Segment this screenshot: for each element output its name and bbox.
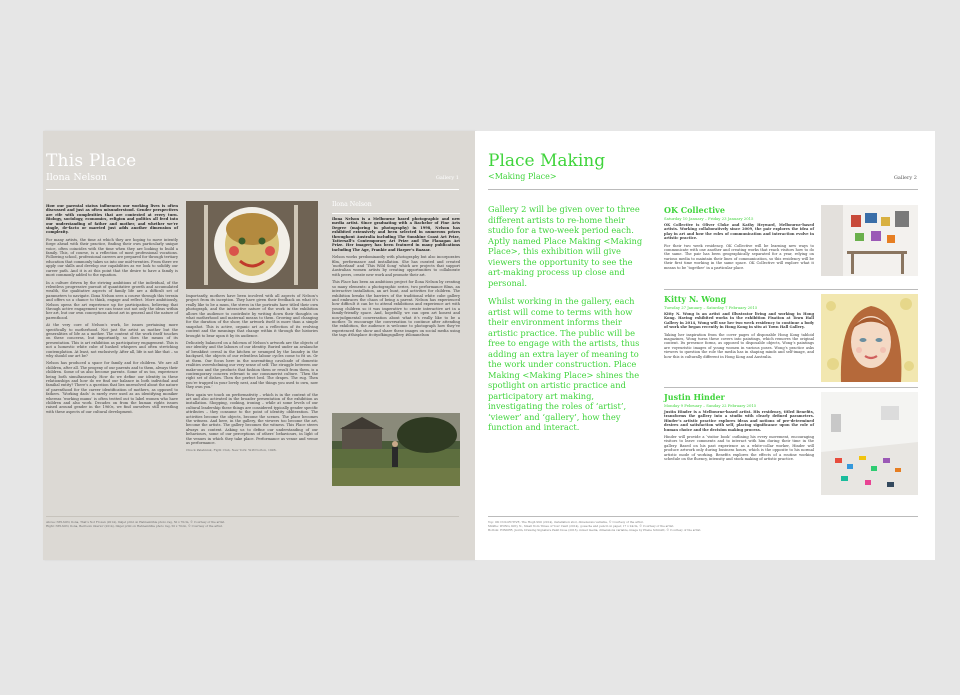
- artist-dates: Saturday 10 January – Friday 23 January 2015: [664, 216, 754, 221]
- artist-description: [664, 223, 814, 273]
- artist-divider: [664, 387, 918, 388]
- illustrated-portrait-image: [821, 294, 918, 382]
- magazine-spread: [43, 131, 935, 560]
- gallery-floor-graphic: [821, 392, 918, 495]
- essay-lead: How our parental status influences our working lives is often discussed and just as often misunderstood. Gender perspectives are rife with complexities that are contested at every turn. Biology, sociology, economics, religion and politics all feed into our understanding of father and mother, and whether we’re single, de-facto or married just adds another dimension of complexity.: [46, 204, 178, 235]
- essay-column-2: [186, 294, 318, 456]
- bio-heading: Ilona Nelson: [332, 201, 372, 208]
- garden-portrait-graphic: [332, 413, 460, 486]
- footnote: Chuck Palahniuk, Fight Club, New York: W.W.Norton, 1996.: [186, 448, 277, 453]
- page-subtitle-making-place: <Making Place>: [488, 172, 557, 181]
- artist-lead: Kitty N. Wong is an artist and illustrator living and working in Hong Kong. Having exhibited works in the exhibition Fixation at Town Hall Gallery in 2014, Wong will use her two week residency to continue a body of work she began recently in Hong Kong in situ at Town Hall Gallery.: [664, 312, 814, 330]
- food-portrait-image: [186, 201, 318, 289]
- bio-lead: Ilona Nelson is a Melbourne based photographic and new media artist. Since graduating with a Bachelor of Fine Arts Degree (majoring in photography) in 1998, Nelson has exhibited extensively and been selected in numerous prizes throughout Australia including The Sunshine Coast Art Prize, Tattersall’s Contemporary Art Prize and The Flanagan Art Prize. Her imagery has been featured in many publications including The Age, Frankie and Harper’s Bazaar.: [332, 217, 460, 252]
- artist-lead: Justin Hinder is a Melbourne-based artist. His residency, titled Benefits, transforms the gallery into a studio with clearly defined parameters. Hinder’s artistic practice explores ideas and notions of pre-determined desires and satisfaction with self, placing significance upon the role of human choice and the decision making process.: [664, 410, 814, 432]
- portrait-graphic: [821, 294, 918, 382]
- essay-paragraph: Delicately balanced on a fulcrum of Nelson’s artwork are the objects of our identity and the labours of our identity. Buried under an avalanche of breakfast cereal in the kitchen or swamped by the laundry in the backyard, the objects of our relentless labour cycles come to fit us. Or at them. Our focus here in the unremitting cavalcade of domestic realities overwhelming our very sense of self. The struggle between our make-ons and the products that fashion them or result from them, is a contemporary concern relevant to our consumerist culture. ‘Then the right set of dishes. Then the perfect bed. The drapes. The rug. Then you’re trapped in your lovely nest, and the things you used to own, now they own you.’: [186, 341, 318, 390]
- artist-lead: OK Collective is Oliver Cloke and Kathy Heyward, Melbourne-based artists. Working collaboratively since 2009, the pair explores the idea of play in art and how the roles of communication and interaction evolve in artistic practice.: [664, 223, 814, 241]
- artist-body: Hinder will provide a ‘visitor book’ outlining his every movement, encouraging visitors to leave comments and to interact with him during their time in the gallery. Based on his past experience as a white-collar worker, Hinder will produce artwork only during business hours, which is the opposite to his normal artistic mode of working. Benefits explores the effects of a routine working schedule on the fluency, intensity and stock making of artistic practice.: [664, 435, 814, 462]
- intro-paragraph: Gallery 2 will be given over to three different artists to re-home their studio for a two-week period each. Aptly named Place Making <Making Place>, this exhibition will give viewers the opportunity to see the art-making process up close and personal.: [488, 204, 643, 288]
- essay-paragraph: Nelson has produced a space for family and for children. We are all children, after all. The progeny of our parents and to them, always their children. Some of us also become parents. Some of us too, experience being both simultaneously. How do we define our identity in these relationships and how do we find our balance in both individual and familial entity? There’s a question that lies unresolved about the nature of parenthood for the career identification of mothers, as opposed to fathers. ‘Working dads’ is rarely ever used as an identifying moniker whereas ‘working mums’ is often trotted out to label women who have children and also work. Decades on from the human rights issues raised around gender in the 1960s, we find ourselves still wrestling with these aspects of our cultural development.: [46, 361, 178, 414]
- caption-line: Bottom: HINDER, Justin, Drawing Signature Paint Dose (2013), mixed media, dimensions variable, image by Phebe Schmidt, © Courtesy of the artist.: [488, 528, 702, 533]
- image-captions: [488, 520, 918, 533]
- page-title-place-making: Place Making: [488, 151, 606, 171]
- caption-line: Above: NELSON, Ilona, That’s Not Frozen (2014), Inkjet print on Hahnemühle photo rag, 50 x 70cm, © Courtesy of the artist.: [46, 520, 226, 524]
- studio-graphic: [821, 205, 918, 276]
- page-subtitle-artist: Ilona Nelson: [46, 172, 107, 183]
- essay-paragraph: At the very core of Nelson’s work, lie issues pertaining more specifically to motherhood. Not just the artist as mother but the generalities of life as a mother. The content of the work itself touches on these concerns, but importantly, so does the means of its presentation. This is art exhibition as participatory engagement. This is not a homestic white cube of hushed whispers and often stretching contemplation. At least, not exclusively. After all, life is not like that – so why should our art be?: [46, 323, 178, 358]
- caption-line: Right: NELSON, Ilona, Bedroom interior (2014), Inkjet print on Hahnemühle photo rag, 50 x 70cm, © Courtesy of the artist.: [46, 524, 223, 529]
- artist-name-ok-collective: OK Collective: [664, 205, 725, 215]
- studio-installation-image: [821, 205, 918, 276]
- artist-body: For their two week residency, OK Collective will be learning new ways to communicate with one another and creating works that reach visitors how to do the same. The pair has been geographically separated for a year, relying on various media to maintain their lines of communication, so this residency will be their first time working in the same space. OK Collective will explore what it means to be ‘together’ in a particular place.: [664, 243, 814, 270]
- bio-column: [332, 217, 460, 341]
- caption-rule: [488, 516, 918, 517]
- header-rule: [488, 189, 918, 190]
- image-captions: [46, 520, 306, 528]
- artist-name-justin-hinder: Justin Hinder: [664, 392, 725, 402]
- artist-dates: Tuesday 27 January – Saturday 7 February 2015: [664, 305, 758, 310]
- artist-body: Taking her inspiration from the cover pages of disposable Hong Kong tabloid magazines, Wong turns these covers into paintings, which removes the original content. Its presence forms, as opposed to disposable objects, Wong’s paintings are voyeuristic images of young women in various poses. Wong’s practice asks viewers to question the role the media has in shaping minds and self-image, and how this is culturally different in Hong Kong and Australia.: [664, 332, 814, 359]
- header-rule: [46, 189, 459, 190]
- caption-line: Middle: WONG, Kitty N., Small from Times of Your Caufi (2014), gouache and pencil on paper, 17 x 24cm, © Courtesy of the artist.: [488, 524, 675, 529]
- intro-column: [488, 204, 650, 441]
- artist-description: [664, 312, 814, 362]
- essay-paragraph: In a culture driven by the striving ambitions of the individual, of the relentless progressive pursuit of quantitative growth and accumulated wealth, the qualitative aspects of family life are a difficult set of parameters to navigate. Ilona Nelson sees a course through this terrain and offers us a chance to think, engage and reflect. More ambitiously, Nelson opens the art experience up for participation, believing that through active engagement we can tease out not only the ideas within her art, but our own conceptions about art in general and the nature of parenthood.: [46, 280, 178, 320]
- essay-paragraph: How again we touch on performativity – which is in the content of the art and also activated in the broader presentation of the exhibition as installation. Shopping, cooking, ironing – while at some levels of our cultural leadership these things are considered typically gender specific attributes – they consume to the point of identity obliteration. The activities become the objects, become the scenes. The place becomes the witness. And here, in the gallery, the viewers too become the art, become the artists. The gallery becomes the witness. This Place steers always as context. Asking us to define our understanding of our behaviours, some of our perceptions of others’ behaviours, in light of the venues in which they take place. Performance as venue and venue as performance.: [186, 392, 318, 445]
- right-page: [475, 131, 935, 560]
- bio-paragraph: Nelson works predominantly with photography but also incorporates film, performance and installation. She has curated and created ‘motherland’ and ‘This Wild Song’ which are projects that support Australian women artists by creating opportunities to collaborate with peers, create new work and promote their art.: [332, 255, 460, 277]
- artist-description: [664, 410, 814, 464]
- caption-line: Top: OK COLLECTIVE, The Hugh Still (2014), installation shot, dimensions variable, © Courtesy of the artist.: [488, 520, 644, 524]
- intro-paragraph: Whilst working in the gallery, each artist will come to terms with how their environment informs their artistic practice. The public will be free to engage with the artists, thus adding an extra layer of meaning to the work under construction. Place Making <Making Place> shines the spotlight on artistic practice and participatory art making, investigating the roles of ‘artist’, ‘viewer’ and ‘gallery’, how they function and interact.: [488, 296, 640, 432]
- page-title-this-place: This Place: [46, 151, 137, 171]
- gallery-label: Gallery 1: [435, 175, 459, 181]
- artist-divider: [664, 289, 918, 290]
- caption-rule: [46, 516, 459, 517]
- garden-portrait-image: [332, 413, 460, 486]
- artist-name-kitty-wong: Kitty N. Wong: [664, 294, 727, 304]
- bio-rule: [332, 213, 460, 214]
- essay-paragraph: Importantly, mothers have been involved with all aspects of Nelson’s project from its inception. They have given their feedback on what it’s really like to be a mum, the stress in the portraits have titled their own photograph, and the interactive nature of the work in the exhibition allows the audience to contribute by writing down their thoughts on what motherhood and maternal means to them. Growing and changing for the duration of the show, the artwork itself is more than a simple snapshot. This is active, organic art as a reflection of its evolving content and the meanings that change within it through the histories brought to bear upon it by its audience.: [186, 294, 318, 338]
- artist-dates: Monday 9 February – Sunday 22 February 2015: [664, 403, 757, 408]
- essay-column-1: [46, 204, 178, 417]
- essay-paragraph: For many artists, the time at which they are hoping to move intently forge ahead with their practice, finding their own particularly unique voice, often coincides with the time when they are looking to build a family. This, of course, is a reflection of most professional vocations. Following school, professional careers are prepared for through tertiary education that commonly takes us into our mid-twenties. From there we apply our skills and develop our capabilities as we look to solidify our career path. And it is at this point that the desire to have a family is most commonly added to the equation.: [46, 237, 179, 278]
- bio-paragraph: This Place has been an ambitious project for Ilona Nelson by creating so many elements: a photographic series, two performance films, an interactive installation, an art hunt, and activities for children. The exhibition breaks the barriers of the traditional white cube gallery and embraces the chaos of being a parent. Nelson has experienced how difficult it can be to attend exhibitions and experience art with young children so it was imperative to create interactive art in a family-friendly space. And, hopefully, we can open art honest and non-judgmental conversation about what it’s really like to be a mother. To encourage the conversation to continue after attending the exhibition, the audience is welcome to photograph how they’ve experienced the show and share these images on social media using the tags #thisplace #cityofkingsgallery #ilonanelson: [332, 280, 460, 338]
- gallery-floor-image: [821, 392, 918, 495]
- left-page: [43, 131, 475, 560]
- gallery-label: Gallery 2: [893, 175, 917, 181]
- food-portrait-graphic: [186, 201, 318, 289]
